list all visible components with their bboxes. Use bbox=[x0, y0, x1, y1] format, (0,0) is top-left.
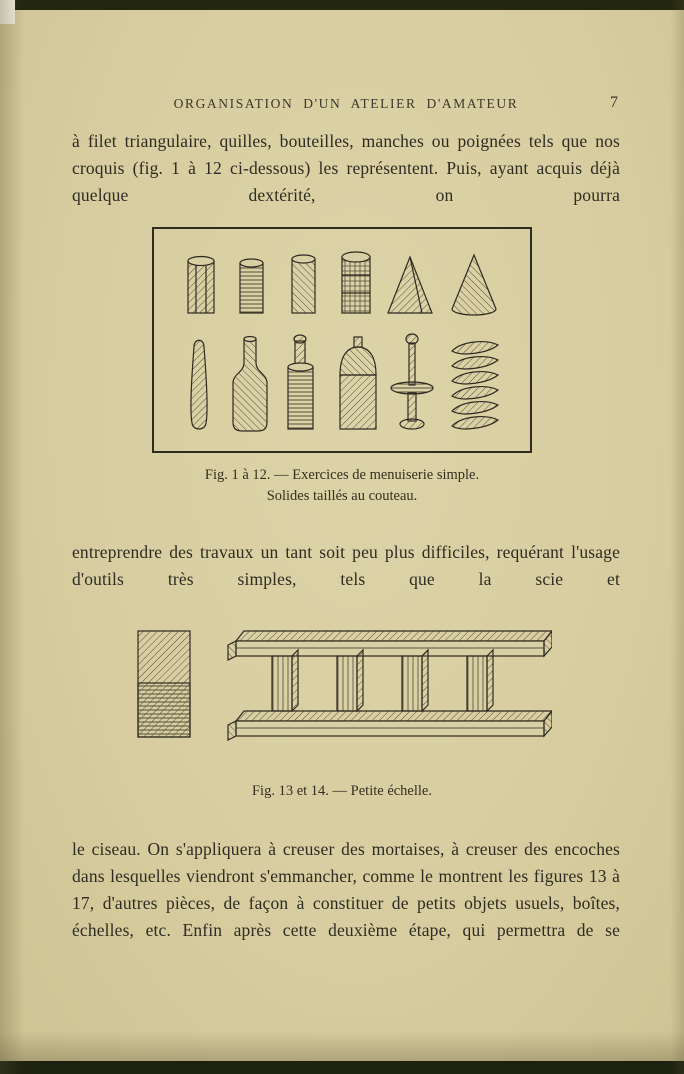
scan-edge-right bbox=[670, 0, 684, 1074]
scan-edge-bottom bbox=[0, 1061, 684, 1074]
figure1-caption-line2: Solides taillés au couteau. bbox=[266, 488, 418, 504]
figure1-caption-line1: Fig. 1 à 12. — Exercices de menuiserie simple. bbox=[204, 467, 480, 483]
scan-bottom-shadow bbox=[0, 1031, 684, 1061]
paragraph-2: entreprendre des travaux un tant soit peu plus difficiles, requérant l'usage d'outils très simples, tels que la scie et bbox=[72, 542, 620, 589]
ladder-illustration bbox=[132, 621, 552, 751]
scan-edge-top bbox=[0, 0, 684, 10]
paragraph-1: à filet triangulaire, quilles, bouteilles, manches ou poignées tels que nos croquis (fig. 1 à 12 ci-dessous) les représentent. Puis, ayant acquis déjà quelque dextérité, on pourra bbox=[72, 131, 620, 205]
figure1-caption bbox=[40, 465, 644, 507]
scan-edge-left bbox=[0, 0, 24, 1074]
solids-illustration bbox=[164, 235, 520, 445]
figure-solids bbox=[152, 227, 532, 453]
running-title: ORGANISATION D'UN ATELIER D'AMATEUR bbox=[173, 96, 519, 111]
figure-ladder bbox=[132, 621, 552, 751]
paragraph-3: le ciseau. On s'appliquera à creuser des mortaises, à creuser des encoches dans lesquelles viendront s'emmancher, comme le montrent les figures 13 à 17, d'autres pièces, de façon à constituer de petits objets usuels, boîtes, échelles, etc. Enfin après cette deuxième étape, qui permettra de se bbox=[72, 839, 620, 940]
figure2-caption: Fig. 13 et 14. — Petite échelle. bbox=[251, 783, 432, 799]
page-number: 7 bbox=[610, 94, 618, 111]
page-header bbox=[72, 96, 620, 112]
